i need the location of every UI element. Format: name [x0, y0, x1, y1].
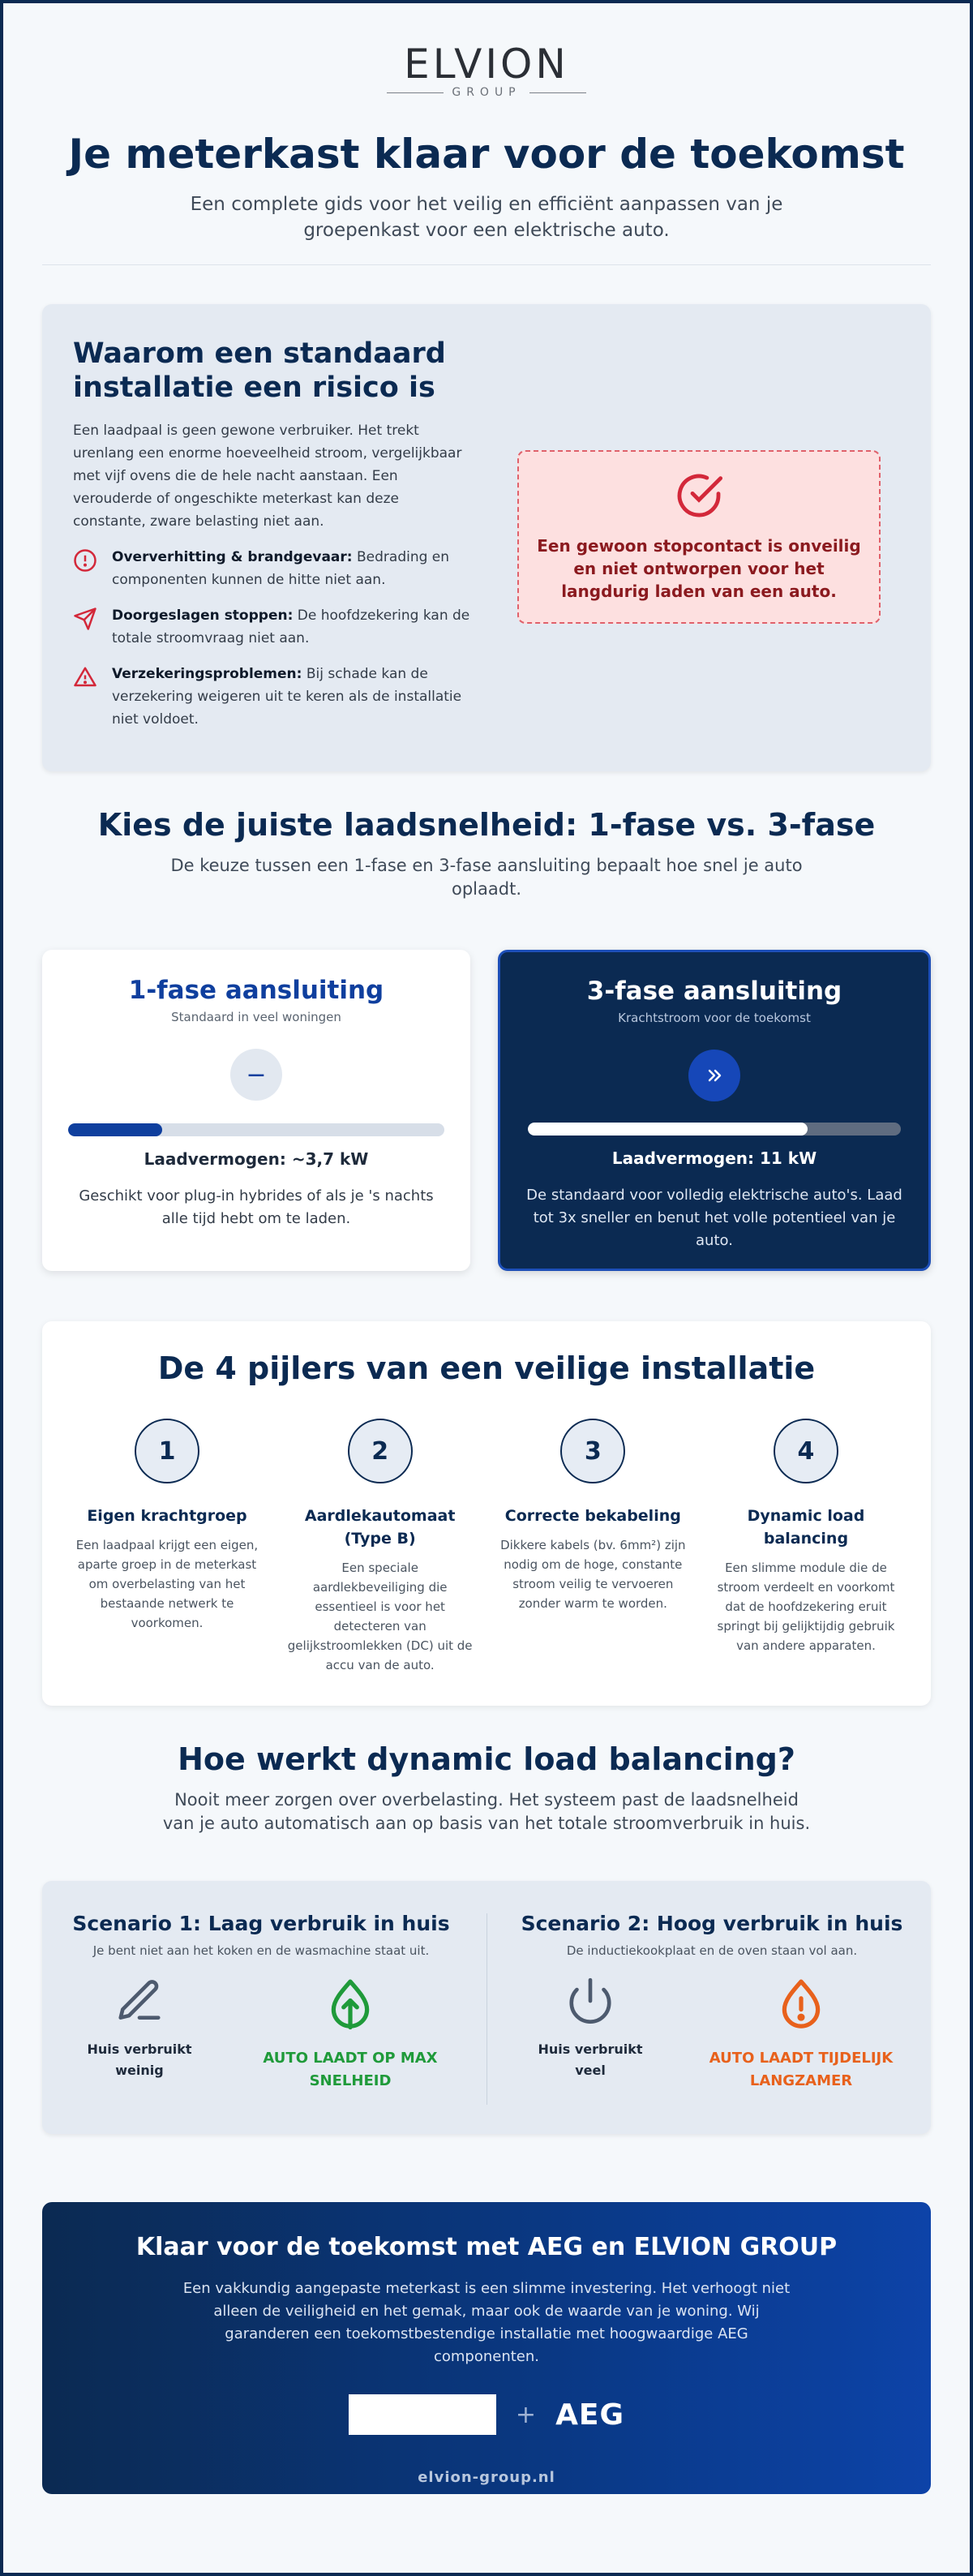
risk-item [73, 663, 470, 731]
pillar-title: Eigen krachtgroep [87, 1507, 247, 1525]
charging-drop-icon [774, 2022, 828, 2037]
phase-1-power: Laadvermogen: ~3,7 kW [144, 1149, 369, 1169]
balancing-title: Hoe werkt dynamic load balancing? [178, 1741, 795, 1777]
pillar [499, 1419, 687, 1675]
speed-subtitle: De keuze tussen een 1-fase en 3-fase aansluiting bepaalt hoe snel je auto oplaadt. [170, 856, 803, 899]
website-link[interactable]: elvion-group.nl [418, 2469, 555, 2486]
page-subtitle: Een complete gids voor het veilig en efficiënt aanpassen van je groepenkast voor een elektrische auto. [190, 194, 783, 241]
risk-item-text: De hoofdzekering kan de totale stroomvraag niet aan. [112, 608, 470, 646]
scenario-1-title: Scenario 1: Laag verbruik in huis [72, 1912, 450, 1935]
phase-3-bar-fill [528, 1123, 808, 1136]
scenario-1-house: Huis verbruikt weinig [87, 2041, 192, 2078]
check-circle-icon [673, 509, 725, 525]
phase-1-title: 1-fase aansluiting [128, 976, 384, 1005]
risk-item-bold: Oververhitting & brandgevaar: [112, 549, 353, 565]
pillar [712, 1419, 900, 1675]
power-icon [565, 2014, 615, 2029]
scenario-2-car: AUTO LAADT TIJDELIJK LANGZAMER [709, 2050, 894, 2089]
risk-title: Waarom een standaard installatie een risico is [73, 337, 446, 404]
pillar-text: Dikkere kabels (bv. 6mm²) zijn nodig om de hoge, constante stroom veilig te vervoeren zonder warm te worden. [500, 1538, 686, 1611]
warning-box [517, 450, 881, 624]
minus-icon: − [230, 1049, 282, 1101]
brand-sub: GROUP [452, 86, 521, 99]
pillar-number: 1 [135, 1419, 199, 1483]
risk-section [42, 304, 931, 771]
partner-logos [42, 2394, 931, 2435]
alert-circle-icon [73, 546, 99, 591]
pillar-text: Een laadpaal krijgt een eigen, aparte groep in de meterkast om overbelasting van het bestaande netwerk te voorkomen. [75, 1538, 259, 1630]
pillar-number: 3 [560, 1419, 625, 1483]
risk-item [73, 604, 470, 650]
charging-drop-icon [324, 2022, 377, 2037]
scenario-2 [493, 1912, 931, 2093]
page-title: Je meterkast klaar voor de toekomst [68, 131, 905, 178]
pillar-number: 4 [774, 1419, 838, 1483]
pillar [286, 1419, 474, 1675]
phase-cards [42, 950, 931, 1271]
risk-item-bold: Verzekeringsproblemen: [112, 666, 302, 682]
phase-card-3 [498, 950, 931, 1271]
logo-line-right [529, 92, 586, 93]
phase-3-small: Krachtstroom voor de toekomst [618, 1011, 811, 1025]
scenario-2-title: Scenario 2: Hoog verbruik in huis [521, 1912, 903, 1935]
cta-section [42, 2202, 931, 2494]
scenario-1-small: Je bent niet aan het koken en de wasmachine staat uit. [92, 1943, 430, 1958]
phase-3-bar [528, 1123, 901, 1136]
risk-list [73, 546, 470, 731]
pillar-text: Een slimme module die de stroom verdeelt en voorkomt dat de hoofdzekering eruit springt bij gelijktijdig gebruik van andere apparaten. [717, 1561, 895, 1653]
speed-title: Kies de juiste laadsnelheid: 1-fase vs. 3-fase [97, 807, 876, 843]
double-chevron-right-icon [688, 1050, 740, 1101]
pillar-text: Een speciale aardlekbeveiliging die essentieel is voor het detecteren van gelijkstroomlekken (DC) uit de accu van de auto. [287, 1561, 473, 1672]
pillar-number: 2 [348, 1419, 413, 1483]
pillar-title: Dynamic load balancing [747, 1507, 865, 1548]
scenario-section [42, 1881, 931, 2134]
risk-item-text: Bedrading en componenten kunnen de hitte niet aan. [112, 549, 450, 588]
scenario-1-car: AUTO LAADT OP MAX SNELHEID [263, 2050, 438, 2089]
warning-triangle-icon [73, 663, 99, 731]
aeg-logo: AEG [555, 2398, 625, 2432]
phase-3-desc: De standaard voor volledig elektrische auto's. Laad tot 3x sneller en benut het volle potentieel van je auto. [526, 1187, 902, 1249]
phase-1-small: Standaard in veel woningen [171, 1010, 341, 1024]
scenario-2-house: Huis verbruikt veel [538, 2041, 643, 2078]
scenario-1 [42, 1912, 480, 2093]
risk-item-text: Bij schade kan de verzekering weigeren uit te keren als de installatie niet voldoet. [112, 666, 462, 728]
phase-3-power: Laadvermogen: 11 kW [611, 1148, 817, 1168]
brand-logo [42, 3, 931, 99]
brand-name: ELVION [404, 41, 569, 88]
logo-line-left [387, 92, 444, 93]
phase-1-bar [68, 1123, 444, 1136]
pencil-icon [114, 2014, 165, 2029]
warning-text: Een gewoon stopcontact is onveilig en niet ontworpen voor het langdurig laden van een auto. [537, 536, 861, 601]
phase-3-title: 3-fase aansluiting [586, 977, 842, 1006]
cta-text: Een vakkundig aangepaste meterkast is een slimme investering. Het verhoogt niet alleen de veiligheid en het gemak, maar ook de waarde van je woning. Wij garanderen een toekomstbestendige installatie met hoogwaardige AEG componenten. [182, 2280, 791, 2365]
pillars-title: De 4 pijlers van een veilige installatie [157, 1350, 816, 1386]
pillar-title: Aardlekautomaat (Type B) [304, 1507, 456, 1548]
risk-item-bold: Doorgeslagen stoppen: [112, 608, 294, 624]
phase-1-desc: Geschikt voor plug-in hybrides of als je 's nachts alle tijd hebt om te laden. [79, 1187, 434, 1227]
phase-1-bar-fill [68, 1123, 162, 1136]
elvion-logo-box [349, 2394, 496, 2435]
scenario-2-small: De inductiekookplaat en de oven staan vol aan. [566, 1943, 858, 1958]
divider [42, 264, 931, 265]
pillar [73, 1419, 261, 1675]
balancing-subtitle: Nooit meer zorgen over overbelasting. Het systeem past de laadsnelheid van je auto automatisch aan op basis van het totale stroomverbruik in huis. [162, 1790, 811, 1833]
scenario-divider [486, 1913, 487, 2105]
phase-card-1 [42, 950, 470, 1271]
pillar-title: Correcte bekabeling [504, 1507, 681, 1525]
pillars-section [42, 1321, 931, 1706]
plus-sign: + [515, 2400, 537, 2429]
risk-item [73, 546, 470, 591]
cta-title: Klaar voor de toekomst met AEG en ELVION GROUP [135, 2233, 838, 2261]
send-icon [73, 604, 99, 650]
risk-intro: Een laadpaal is geen gewone verbruiker. Het trekt urenlang een enorme hoeveelheid stroom, vergelijkbaar met vijf ovens die de hele nacht aanstaan. Een verouderde of ongeschikte meterkast kan deze constante, zware belasting niet aan. [73, 423, 462, 530]
